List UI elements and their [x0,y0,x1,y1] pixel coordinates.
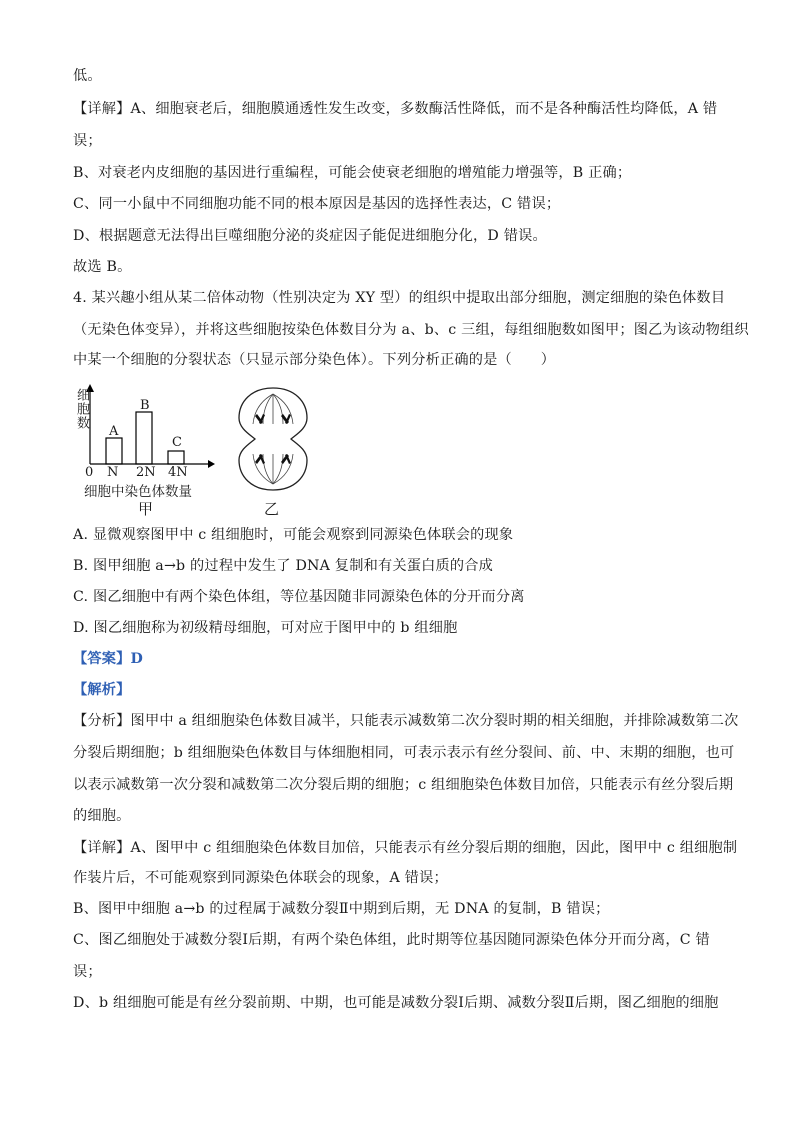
bar-4N [168,451,184,464]
text-line: D、根据题意无法得出巨噬细胞分泌的炎症因子能促进细胞分化，D 错误。 [73,228,547,244]
bar-N [106,438,122,464]
cell-diagram-yi [233,384,313,494]
text-line: B、对衰老内皮细胞的基因进行重编程，可能会使衰老细胞的增殖能力增强等，B 正确； [73,165,632,181]
option-b: B. 图甲细胞 a→b 的过程中发生了 DNA 复制和有关蛋白质的合成 [73,558,494,574]
text-line: C、同一小鼠中不同细胞功能不同的根本原因是基因的选择性表达，C 错误； [73,196,561,212]
text-line: B、图甲中细胞 a→b 的过程属于减数分裂Ⅱ中期到后期，无 DNA 的复制，B 错误； [73,901,610,917]
text-line: 【详解】A、细胞衰老后，细胞膜通透性发生改变，多数酶活性降低，而不是各种酶活性均降低，A 错 [73,101,718,117]
text-line: 作装片后，不可能观察到同源染色体联会的现象，A 错误； [73,870,448,886]
analysis-heading: 【解析】 [73,682,131,698]
figure-caption-yi: 乙 [264,500,280,518]
bar-label: B [140,398,150,413]
text-line: 误； [73,133,102,149]
origin-label: 0 [85,465,94,480]
text-line: D、b 组细胞可能是有丝分裂前期、中期，也可能是减数分裂Ⅰ后期、减数分裂Ⅱ后期，图乙细胞的细胞 [73,995,719,1011]
tick-label: 2N [136,465,156,480]
text-line: 【详解】A、图甲中 c 组细胞染色体数目加倍，只能表示有丝分裂后期的细胞，因此，图甲中 c 组细胞制 [73,840,738,856]
text-line: 分裂后期细胞；b 组细胞染色体数目与体细胞相同，可表示表示有丝分裂间、前、中、末期的细胞，也可 [73,745,735,761]
figure-caption-jia: 甲 [138,500,154,518]
text-line: 【分析】图甲中 a 组细胞染色体数目减半，只能表示减数第二次分裂时期的相关细胞，并排除减数第二次 [73,713,739,729]
bar-2N [136,412,152,464]
y-axis-label: 细胞数 [74,388,89,430]
text-line: C、图乙细胞处于减数分裂Ⅰ后期，有两个染色体组，此时期等位基因随同源染色体分开而分离，C 错 [73,932,710,948]
figure-jia-yi [70,380,310,520]
answer-heading: 【答案】D [73,651,144,667]
bar-label: C [172,435,182,450]
option-a: A. 显微观察图甲中 c 组细胞时，可能会观察到同源染色体联会的现象 [73,527,514,543]
text-line: 以表示减数第一次分裂和减数第二次分裂后期的细胞；c 组细胞染色体数目加倍，只能表示有丝分裂后期 [73,777,734,793]
text-line: 的细胞。 [73,808,131,824]
question-stem: 中某一个细胞的分裂状态（只显示部分染色体）。下列分析正确的是（ ） [73,352,556,368]
question-stem: （无染色体变异），并将这些细胞按染色体数目分为 a、b、c 三组，每组细胞数如图甲；图乙为该动物组织 [73,322,749,338]
text-line: 故选 B。 [73,259,132,275]
text-line: 误； [73,964,102,980]
text-line: 低。 [73,68,102,84]
tick-label: 4N [168,465,188,480]
option-d: D. 图乙细胞称为初级精母细胞，可对应于图甲中的 b 组细胞 [73,620,458,636]
question-stem: 4. 某兴趣小组从某二倍体动物（性别决定为 XY 型）的组织中提取出部分细胞，测定细胞的染色体数目 [73,290,726,306]
x-axis-label: 细胞中染色体数量 [84,484,192,500]
bar-label: A [109,424,119,439]
x-axis-arrow [208,460,215,468]
option-c: C. 图乙细胞中有两个染色体组，等位基因随非同源染色体的分开而分离 [73,589,525,605]
tick-label: N [107,465,119,480]
